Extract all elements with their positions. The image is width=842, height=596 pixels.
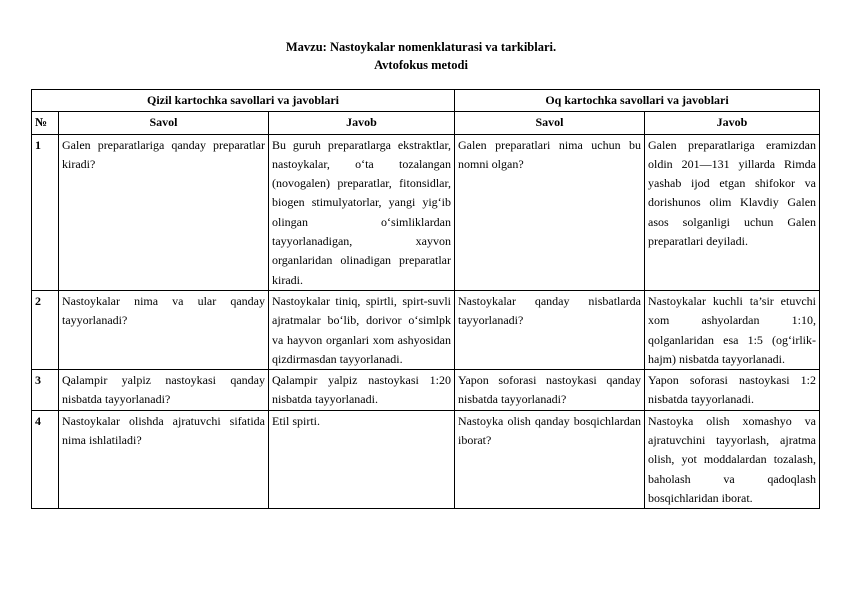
col-red-question: Savol xyxy=(59,112,269,134)
col-number: № xyxy=(32,112,59,134)
qa-table xyxy=(31,89,820,509)
red-question: Qalampir yalpiz nastoykasi qanday nisbatda tayyorlanadi? xyxy=(59,370,269,411)
white-question: Yapon soforasi nastoykasi qanday nisbatda tayyorlanadi? xyxy=(455,370,645,411)
red-card-header: Qizil kartochka savollari va javoblari xyxy=(32,90,455,112)
white-question: Nastoykalar qanday nisbatlarda tayyorlanadi? xyxy=(455,290,645,369)
row-number: 2 xyxy=(32,290,59,369)
group-header-row xyxy=(32,90,820,112)
red-answer: Etil spirti. xyxy=(269,410,455,508)
row-number: 1 xyxy=(32,134,59,290)
red-question: Nastoykalar nima va ular qanday tayyorlanadi? xyxy=(59,290,269,369)
red-question: Galen preparatlariga qanday preparatlar kiradi? xyxy=(59,134,269,290)
col-white-question: Savol xyxy=(455,112,645,134)
row-number: 4 xyxy=(32,410,59,508)
col-white-answer: Javob xyxy=(645,112,820,134)
red-answer: Bu guruh preparatlarga ekstraktlar, nastoykalar, o‘ta tozalangan (novogalen) preparatlar, fitonsidlar, biogen stimulyatorlar, yangi yig‘ib olingan o‘simliklardan tayyorlanadigan, xayvon organlaridan olinadigan preparatlar kiradi. xyxy=(269,134,455,290)
white-question: Galen preparatlari nima uchun bu nomni olgan? xyxy=(455,134,645,290)
white-card-header: Oq kartochka savollari va javoblari xyxy=(455,90,820,112)
col-red-answer: Javob xyxy=(269,112,455,134)
white-question: Nastoyka olish qanday bosqichlardan iborat? xyxy=(455,410,645,508)
table-row xyxy=(32,134,820,290)
red-answer: Nastoykalar tiniq, spirtli, spirt-suvli ajratmalar bo‘lib, dorivor o‘simlpk va hayvon organlari xom ashyosidan qizdirmasdan tayyorlanadi. xyxy=(269,290,455,369)
table-row xyxy=(32,410,820,508)
white-answer: Yapon soforasi nastoykasi 1:2 nisbatda tayyorlanadi. xyxy=(645,370,820,411)
table-row xyxy=(32,290,820,369)
table-row xyxy=(32,370,820,411)
row-number: 3 xyxy=(32,370,59,411)
document-title xyxy=(0,38,842,74)
white-answer: Nastoyka olish xomashyo va ajratuvchini tayyorlash, ajratma olish, yot moddalardan tozalash, baholash va qadoqlash bosqichlaridan iborat. xyxy=(645,410,820,508)
title-topic: Mavzu: Nastoykalar nomenklaturasi va tarkiblari. xyxy=(285,40,557,54)
title-method: Avtofokus metodi xyxy=(374,58,468,72)
red-question: Nastoykalar olishda ajratuvchi sifatida nima ishlatiladi? xyxy=(59,410,269,508)
white-answer: Nastoykalar kuchli ta’sir etuvchi xom ashyolardan 1:10, qolganlaridan esa 1:5 (og‘irlik-hajm) nisbatda tayyorlanadi. xyxy=(645,290,820,369)
column-header-row xyxy=(32,112,820,134)
red-answer: Qalampir yalpiz nastoykasi 1:20 nisbatda tayyorlanadi. xyxy=(269,370,455,411)
white-answer: Galen preparatlariga eramizdan oldin 201—131 yillarda Rimda yashab ijod etgan shifokor va dorishunos olim Klavdiy Galen asos solganligi uchun Galen preparatlari deyiladi. xyxy=(645,134,820,290)
